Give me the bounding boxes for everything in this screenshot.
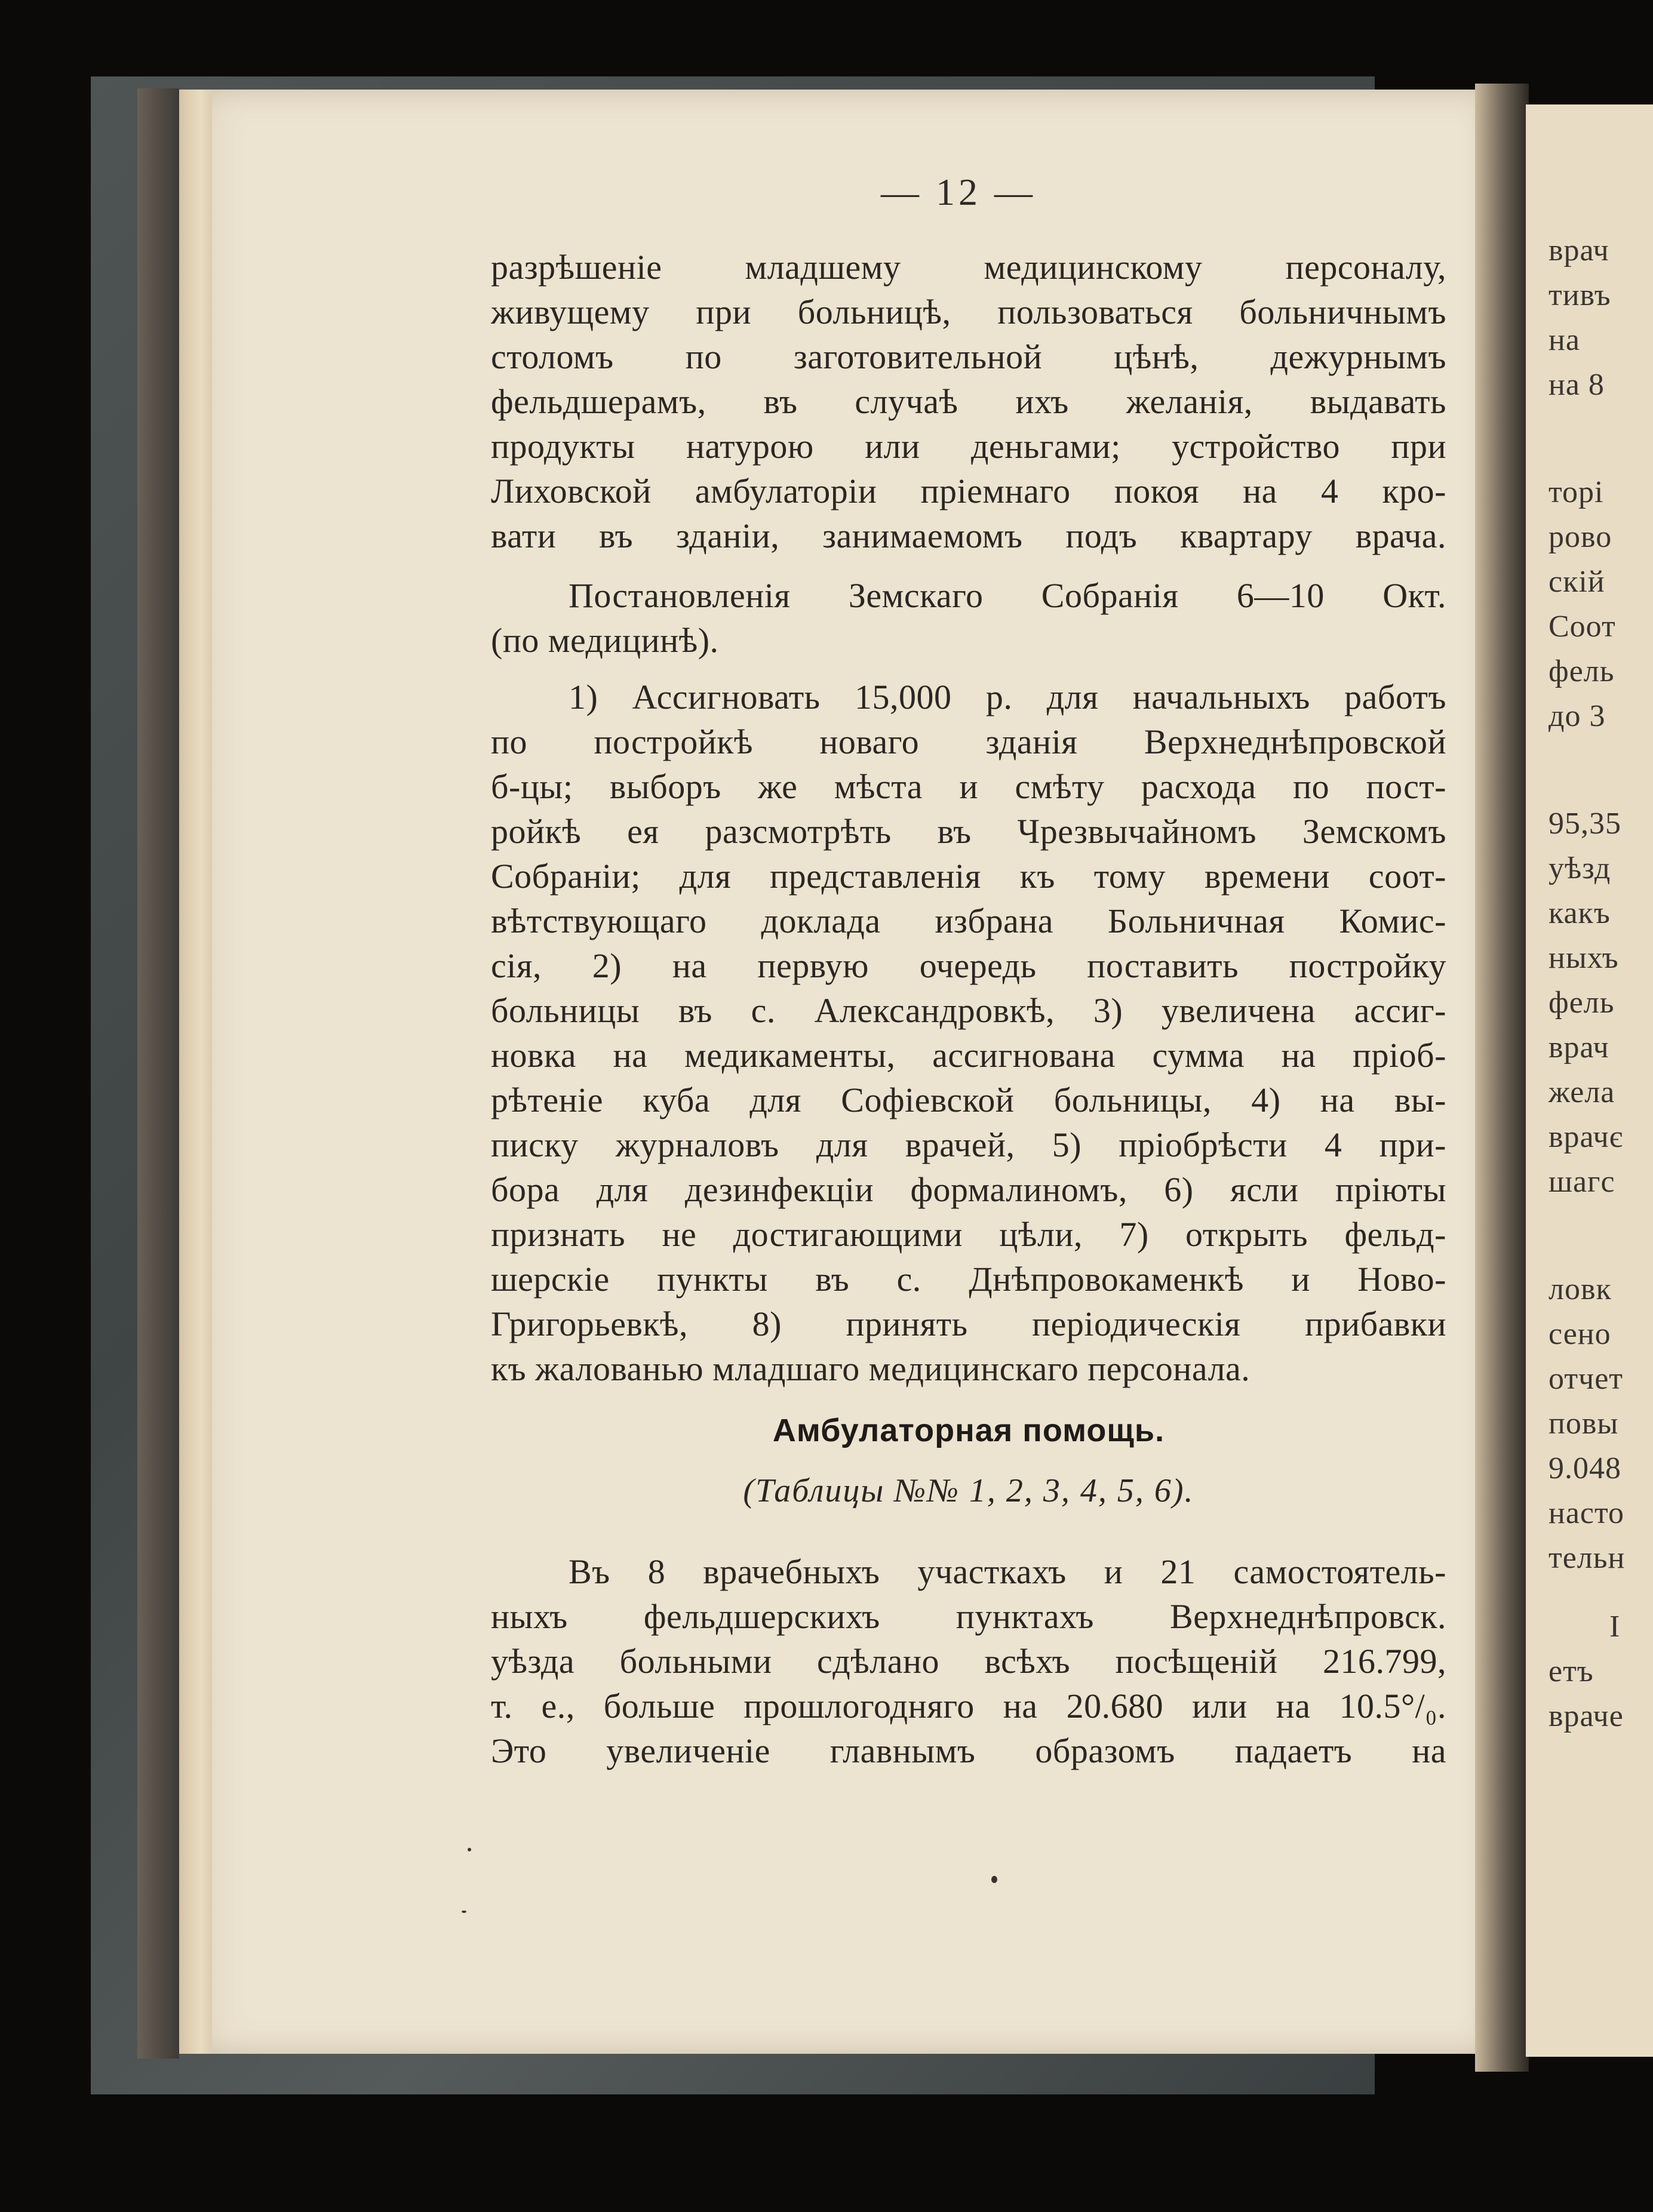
right-page-line: ныхъ xyxy=(1548,941,1619,975)
right-page-line: врач xyxy=(1548,233,1609,267)
right-page-line: враче xyxy=(1548,1699,1624,1733)
right-page-line: Соот xyxy=(1548,610,1616,644)
text-line: б-цы; выборъ же мѣста и смѣту расхода по пост- xyxy=(491,767,1446,806)
right-page-line: рово xyxy=(1548,520,1612,554)
right-page-line: сено xyxy=(1548,1317,1611,1351)
right-page-line: повы xyxy=(1548,1407,1619,1441)
text-line: къ жалованью младшаго медицинскаго персонала. xyxy=(491,1349,1250,1388)
right-page-line: до 3 xyxy=(1548,699,1606,733)
text-line: ныхъ фельдшерскихъ пунктахъ Верхнеднѣпровск. xyxy=(491,1597,1446,1636)
section-heading: Амбулаторная помощь. xyxy=(772,1413,1165,1448)
text-line: уѣзда больными сдѣлано всѣхъ посѣщеній 216.799, xyxy=(491,1642,1446,1681)
right-page-line: ловк xyxy=(1548,1272,1612,1306)
right-page-line: шагс xyxy=(1548,1165,1615,1199)
text-line: больницы въ с. Александровкѣ, 3) увеличена ассиг- xyxy=(491,991,1446,1030)
right-page-line: тивъ xyxy=(1548,278,1611,312)
text-line: Въ 8 врачебныхъ участкахъ и 21 самостоятель- xyxy=(569,1552,1446,1591)
right-page-line: какъ xyxy=(1548,896,1611,930)
text-line: по постройкѣ новаго зданія Верхнеднѣпровской xyxy=(491,722,1446,761)
text-line: 1) Ассигновать 15,000 р. для начальныхъ работъ xyxy=(569,678,1446,716)
right-page-line: врач xyxy=(1548,1030,1609,1065)
text-line: признать не достигающими цѣли, 7) открыть фельд- xyxy=(491,1215,1446,1254)
right-page-line: фель xyxy=(1548,654,1615,688)
right-page-line: 95,35 xyxy=(1548,807,1621,841)
section-subheading: (Таблицы №№ 1, 2, 3, 4, 5, 6). xyxy=(743,1472,1194,1509)
text-line: т. е., больше прошлогодняго на 20.680 или на 10.5°/₀. xyxy=(491,1687,1446,1725)
ink-speck xyxy=(468,1848,471,1851)
page-stack-edge xyxy=(179,90,215,2054)
right-page-line: уѣзд xyxy=(1548,851,1611,885)
text-line: Собраніи; для представленія къ тому времени соот- xyxy=(491,857,1446,896)
right-page-line: скій xyxy=(1548,565,1605,599)
text-line: рѣтеніе куба для Софіевской больницы, 4) на вы- xyxy=(491,1081,1446,1119)
text-line: вати въ зданіи, занимаемомъ подъ квартару врача. xyxy=(491,516,1446,555)
right-page-line: етъ xyxy=(1548,1654,1594,1688)
right-page-line: торі xyxy=(1548,475,1604,509)
right-page-line: жела xyxy=(1548,1075,1615,1109)
cover-edge xyxy=(137,88,179,2059)
text-line: писку журналовъ для врачей, 5) пріобрѣсти 4 при- xyxy=(491,1125,1446,1164)
text-line: живущему при больницѣ, пользоваться больничнымъ xyxy=(491,293,1446,331)
text-line: продукты натурою или деньгами; устройство при xyxy=(491,427,1446,466)
text-line: (по медицинѣ). xyxy=(491,621,719,660)
right-page-line: фель xyxy=(1548,986,1615,1020)
text-line: Лиховской амбулаторіи пріемнаго покоя на 4 кро- xyxy=(491,472,1446,510)
text-line: новка на медикаменты, ассигнована сумма на пріоб- xyxy=(491,1036,1446,1075)
right-page-fragment xyxy=(1526,104,1653,2057)
right-page-line: отчет xyxy=(1548,1362,1623,1396)
right-page-line: врачє xyxy=(1548,1120,1624,1154)
right-page-line: на 8 xyxy=(1548,368,1605,402)
text-line: сія, 2) на первую очередь поставить постройку xyxy=(491,946,1446,985)
text-line: Это увеличеніе главнымъ образомъ падаетъ на xyxy=(491,1731,1446,1770)
ink-speck xyxy=(991,1876,997,1883)
right-page-line: на xyxy=(1548,323,1580,357)
right-page-line: 9.048 xyxy=(1548,1451,1621,1485)
text-line: Постановленія Земскаго Собранія 6—10 Окт. xyxy=(569,576,1446,615)
text-line: фельдшерамъ, въ случаѣ ихъ желанія, выдавать xyxy=(491,382,1446,421)
text-line: вѣтствующаго доклада избрана Больничная Комис- xyxy=(491,902,1446,940)
text-line: ройкѣ ея разсмотрѣть въ Чрезвычайномъ Земскомъ xyxy=(491,812,1446,851)
ink-speck xyxy=(462,1910,466,1913)
text-line: разрѣшеніе младшему медицинскому персоналу, xyxy=(491,248,1446,287)
book-gutter xyxy=(1475,84,1529,2072)
right-page-line: насто xyxy=(1548,1496,1625,1530)
text-line: шерскіе пункты въ с. Днѣпровокаменкѣ и Ново- xyxy=(491,1260,1446,1299)
right-page-line: тельн xyxy=(1548,1541,1626,1575)
text-line: бора для дезинфекціи формалиномъ, 6) ясли пріюты xyxy=(491,1170,1446,1209)
page-number: — 12 — xyxy=(881,171,1036,213)
right-page-line: І xyxy=(1609,1610,1621,1644)
text-line: столомъ по заготовительной цѣнѣ, дежурнымъ xyxy=(491,337,1446,376)
text-line: Григорьевкѣ, 8) принять періодическія прибавки xyxy=(491,1305,1446,1343)
